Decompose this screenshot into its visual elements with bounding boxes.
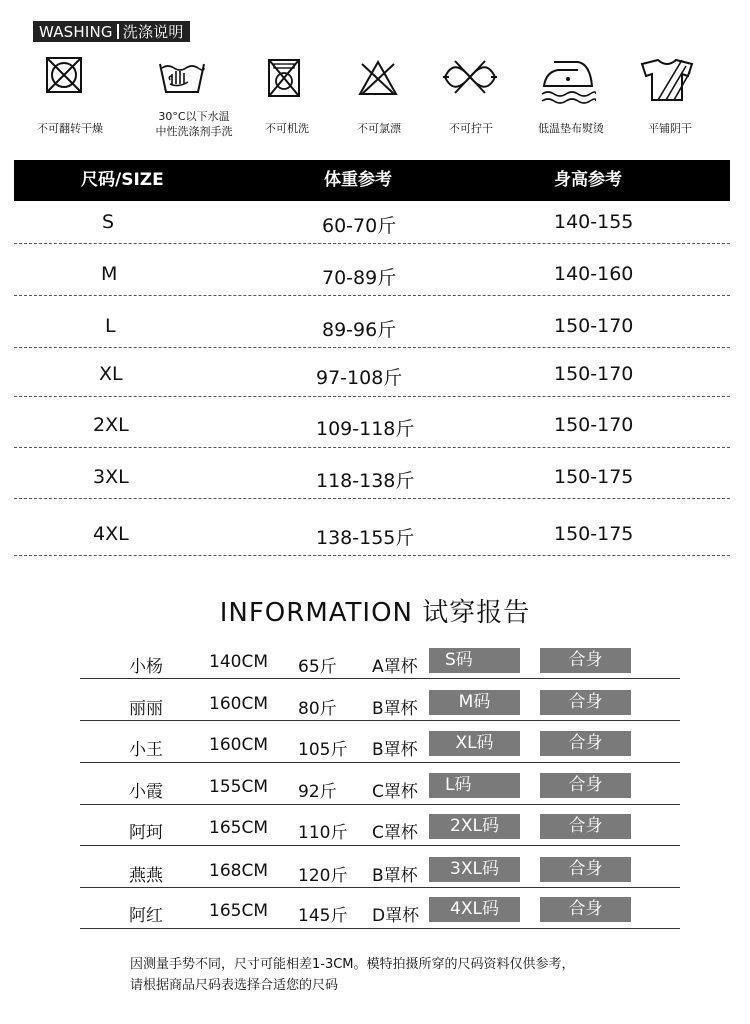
- row-divider: [14, 396, 730, 397]
- model-name: 丽丽: [129, 699, 163, 719]
- model-height: 168CM: [209, 861, 268, 881]
- no-bleach-icon: [358, 60, 398, 96]
- height-cell: 150-175: [554, 523, 634, 545]
- header-height: 身高参考: [554, 170, 622, 190]
- model-cup: B罩杯: [372, 866, 418, 886]
- size-cell: 3XL: [93, 466, 129, 488]
- low-iron-cloth-icon: [540, 56, 596, 106]
- size-cell: 4XL: [93, 523, 129, 545]
- model-height: 165CM: [209, 901, 268, 921]
- fit-pill: 合身: [540, 857, 631, 882]
- header-size: 尺码/SIZE: [81, 170, 164, 190]
- size-cell: L: [105, 315, 116, 337]
- height-cell: 140-160: [554, 263, 634, 285]
- note-line1: 因测量手势不同，尺寸可能相差1-3CM。模特拍摄所穿的尺码资料仅供参考，: [130, 957, 575, 972]
- flat-dry-shade-icon: [640, 58, 694, 102]
- row-divider: [80, 678, 680, 679]
- model-cup: C罩杯: [372, 823, 418, 843]
- icon-label-hand-wash-line2: 中性洗涤剂手洗: [155, 125, 233, 138]
- no-wring-icon: [441, 58, 499, 96]
- washing-title-en: WASHING: [39, 22, 113, 41]
- fit-pill: 合身: [540, 690, 631, 715]
- weight-cell: 89-96斤: [322, 319, 397, 341]
- model-name: 小王: [129, 740, 163, 760]
- size-pill: L码: [429, 773, 520, 798]
- model-height: 160CM: [209, 694, 268, 714]
- model-cup: A罩杯: [372, 657, 418, 677]
- fit-pill: 合身: [540, 897, 631, 922]
- size-pill: XL码: [429, 731, 520, 756]
- height-cell: 150-170: [554, 363, 634, 385]
- size-table-header: [14, 160, 730, 201]
- size-cell: M: [101, 263, 118, 285]
- row-divider: [80, 804, 680, 805]
- no-tumble-dry-icon: [45, 56, 83, 94]
- row-divider: [14, 347, 730, 348]
- model-weight: 92斤: [298, 782, 337, 802]
- no-machine-wash-icon: [267, 58, 301, 98]
- height-cell: 140-155: [554, 211, 634, 233]
- model-weight: 145斤: [298, 906, 348, 926]
- icon-label-flat-dry: 平铺阴干: [648, 122, 692, 135]
- model-weight: 110斤: [298, 823, 348, 843]
- row-divider: [14, 555, 730, 556]
- height-cell: 150-175: [554, 466, 634, 488]
- weight-cell: 109-118斤: [316, 418, 415, 440]
- model-name: 小杨: [129, 657, 163, 677]
- model-height: 160CM: [209, 735, 268, 755]
- weight-cell: 138-155斤: [316, 527, 415, 549]
- icon-label-no-wring: 不可拧干: [449, 122, 493, 135]
- icon-label-no-bleach: 不可氯漂: [357, 122, 401, 135]
- note-line2: 请根据商品尺码表选择合适您的尺码: [130, 978, 339, 993]
- size-pill: 2XL码: [429, 814, 520, 839]
- row-divider: [14, 295, 730, 296]
- info-title: INFORMATION 试穿报告: [219, 598, 531, 628]
- model-weight: 120斤: [298, 866, 348, 886]
- model-height: 155CM: [209, 777, 268, 797]
- model-cup: B罩杯: [372, 740, 418, 760]
- fit-pill: 合身: [540, 731, 631, 756]
- model-name: 阿珂: [129, 823, 163, 843]
- washing-title: [33, 21, 190, 42]
- fit-pill: 合身: [540, 773, 631, 798]
- header-weight: 体重参考: [324, 170, 392, 190]
- model-weight: 65斤: [298, 657, 337, 677]
- model-cup: D罩杯: [372, 906, 420, 926]
- icon-label-hand-wash-line1: 30°C以下水温: [158, 110, 230, 123]
- model-height: 165CM: [209, 818, 268, 838]
- model-cup: C罩杯: [372, 782, 418, 802]
- weight-cell: 97-108斤: [316, 367, 403, 389]
- fit-pill: 合身: [540, 648, 631, 673]
- model-height: 140CM: [209, 652, 268, 672]
- model-cup: B罩杯: [372, 699, 418, 719]
- icon-label-low-iron: 低温垫布熨烫: [538, 122, 604, 135]
- size-pill: S码: [429, 648, 520, 673]
- row-divider: [14, 498, 730, 499]
- icon-label-no-machine-wash: 不可机洗: [265, 122, 309, 135]
- size-cell: XL: [99, 363, 123, 385]
- model-weight: 105斤: [298, 740, 348, 760]
- fit-pill: 合身: [540, 814, 631, 839]
- row-divider: [14, 243, 730, 244]
- row-divider: [80, 720, 680, 721]
- size-pill: 4XL码: [429, 897, 520, 922]
- size-cell: 2XL: [93, 414, 129, 436]
- weight-cell: 70-89斤: [322, 267, 397, 289]
- row-divider: [80, 762, 680, 763]
- model-name: 阿红: [129, 906, 163, 926]
- row-divider: [14, 447, 730, 448]
- height-cell: 150-170: [554, 315, 634, 337]
- row-divider: [80, 887, 680, 888]
- size-pill: 3XL码: [429, 857, 520, 882]
- weight-cell: 60-70斤: [322, 215, 397, 237]
- row-divider: [80, 845, 680, 846]
- weight-cell: 118-138斤: [316, 470, 415, 492]
- height-cell: 150-170: [554, 414, 634, 436]
- title-divider: [117, 24, 119, 39]
- model-weight: 80斤: [298, 699, 337, 719]
- washing-title-cn: 洗涤说明: [122, 23, 184, 41]
- icon-label-hand-wash: [146, 109, 242, 139]
- model-name: 小霞: [129, 782, 163, 802]
- model-name: 燕燕: [129, 866, 163, 886]
- size-pill: M码: [429, 690, 520, 715]
- hand-wash-30-icon: [158, 58, 206, 94]
- size-cell: S: [102, 211, 115, 233]
- icon-label-no-tumble-dry: 不可翻转干燥: [37, 122, 103, 135]
- row-divider: [80, 928, 680, 929]
